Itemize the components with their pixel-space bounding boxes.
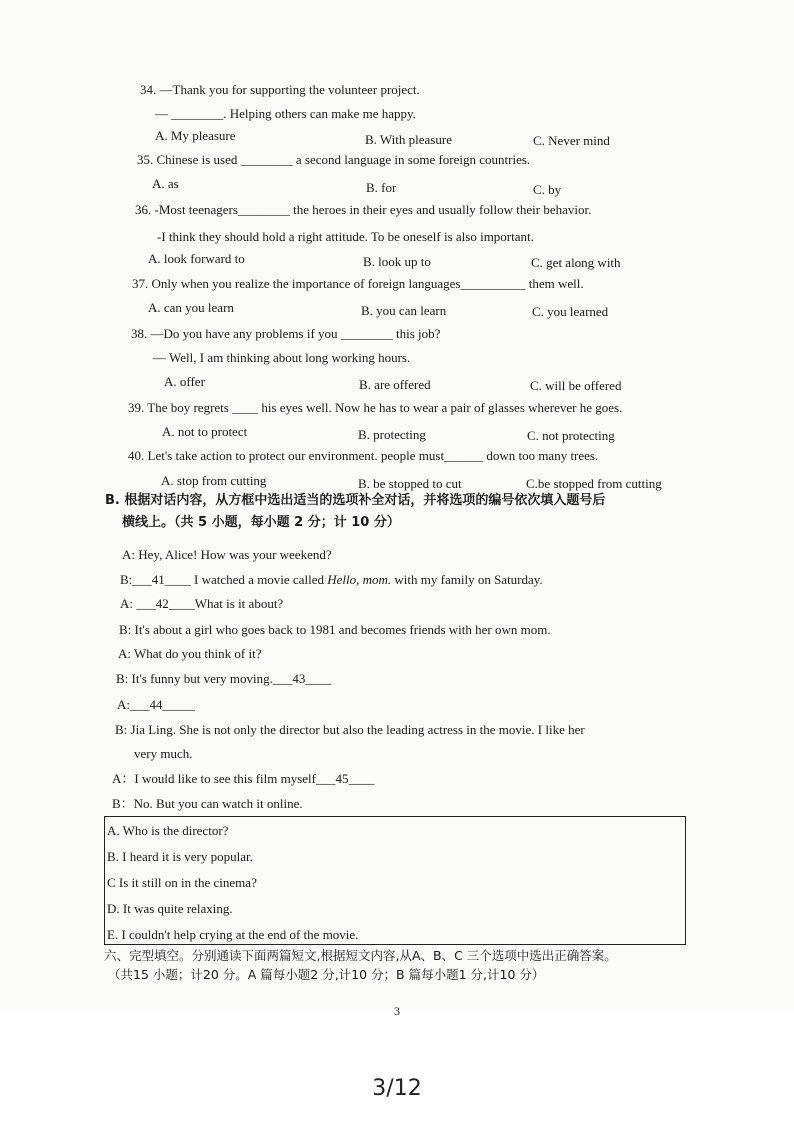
q36-stem: 36. -Most teenagers________ the heroes in their eyes and usually follow their behavior. bbox=[135, 202, 592, 217]
section-b-heading-cont: 横线上。（共 5 小题，每小题 2 分；计 10 分） bbox=[122, 515, 400, 530]
dialogue-line-2-suffix: with my family on Saturday. bbox=[391, 572, 543, 587]
q36-option-b: B. look up to bbox=[363, 254, 431, 269]
q36-reply: -I think they should hold a right attitude. To be oneself is also important. bbox=[157, 229, 534, 244]
section-b-heading: B. 根据对话内容，从方框中选出适当的选项补全对话，并将选项的编号依次填入题号后 bbox=[105, 493, 606, 508]
section-6-heading: 六、完型填空。分别通读下面两篇短文,根据短文内容,从A、B、C 三个选项中选出正确答案。 bbox=[104, 948, 617, 963]
option-e: E. I couldn't help crying at the end of the movie. bbox=[107, 927, 359, 942]
dialogue-line-1: A: Hey, Alice! How was your weekend? bbox=[122, 547, 332, 562]
q35-option-a: A. as bbox=[152, 176, 179, 191]
q35-stem: 35. Chinese is used ________ a second language in some foreign countries. bbox=[137, 152, 531, 167]
q40-stem: 40. Let's take action to protect our environment. people must______ down too many trees. bbox=[128, 448, 599, 463]
dialogue-line-8: B: Jia Ling. She is not only the director but also the leading actress in the movie. I like her bbox=[115, 722, 585, 737]
page-indicator: 3/12 bbox=[372, 1076, 422, 1101]
q39-option-a: A. not to protect bbox=[162, 424, 248, 439]
dialogue-line-4: B: It's about a girl who goes back to 1981 and becomes friends with her own mom. bbox=[119, 622, 551, 637]
q35-option-b: B. for bbox=[366, 180, 397, 195]
dialogue-line-3: A: ___42____What is it about? bbox=[120, 596, 284, 611]
section-6-subheading: （共15 小题；计20 分。A 篇每小题2 分,计10 分；B 篇每小题1 分,计10 分） bbox=[108, 967, 545, 982]
q35-option-c: C. by bbox=[533, 182, 562, 197]
q36-option-c: C. get along with bbox=[531, 255, 621, 270]
q38-option-a: A. offer bbox=[164, 374, 205, 389]
q34-reply: — ________. Helping others can make me happy. bbox=[155, 106, 416, 121]
option-c: C Is it still on in the cinema? bbox=[107, 875, 257, 890]
q39-option-c: C. not protecting bbox=[527, 428, 615, 443]
q34-option-b: B. With pleasure bbox=[365, 132, 452, 147]
dialogue-line-10: A：I would like to see this film myself___45____ bbox=[112, 771, 375, 786]
q40-option-b: B. be stopped to cut bbox=[358, 476, 462, 491]
dialogue-line-6: B: It's funny but very moving.___43____ bbox=[116, 671, 332, 686]
options-box bbox=[104, 816, 686, 945]
q37-option-c: C. you learned bbox=[532, 304, 609, 319]
dialogue-line-7: A:___44_____ bbox=[117, 697, 195, 712]
q34-option-a: A. My pleasure bbox=[155, 128, 236, 143]
q40-option-a: A. stop from cutting bbox=[161, 473, 267, 488]
dialogue-line-2 bbox=[120, 572, 543, 588]
q38-stem: 38. —Do you have any problems if you ________ this job? bbox=[131, 326, 441, 341]
q36-option-a: A. look forward to bbox=[148, 251, 245, 266]
option-d: D. It was quite relaxing. bbox=[107, 901, 233, 916]
q39-stem: 39. The boy regrets ____ his eyes well. Now he has to wear a pair of glasses wherever he goes. bbox=[128, 400, 623, 415]
q37-option-b: B. you can learn bbox=[361, 303, 447, 318]
q37-option-a: A. can you learn bbox=[148, 300, 234, 315]
dialogue-line-11: B：No. But you can watch it online. bbox=[112, 796, 303, 811]
movie-title: Hello, mom. bbox=[327, 572, 392, 587]
q37-stem: 37. Only when you realize the importance of foreign languages__________ them well. bbox=[132, 276, 584, 291]
q38-option-b: B. are offered bbox=[359, 377, 431, 392]
page-number: 3 bbox=[394, 1004, 400, 1018]
dialogue-line-2-text: B:___41____ I watched a movie called bbox=[120, 572, 324, 587]
dialogue-line-5: A: What do you think of it? bbox=[118, 646, 262, 661]
q38-option-c: C. will be offered bbox=[530, 378, 622, 393]
q34-stem: 34. —Thank you for supporting the volunteer project. bbox=[140, 82, 420, 97]
q39-option-b: B. protecting bbox=[358, 427, 426, 442]
option-a: A. Who is the director? bbox=[107, 823, 229, 838]
q40-option-c: C.be stopped from cutting bbox=[526, 476, 662, 491]
q34-option-c: C. Never mind bbox=[533, 133, 610, 148]
q38-reply: — Well, I am thinking about long working hours. bbox=[153, 350, 411, 365]
option-b: B. I heard it is very popular. bbox=[107, 849, 253, 864]
dialogue-line-9: very much. bbox=[134, 746, 193, 761]
